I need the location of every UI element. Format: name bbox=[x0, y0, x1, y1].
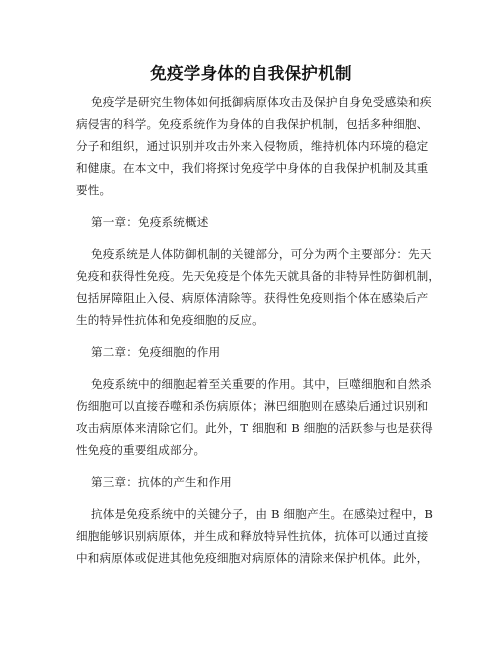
chapter-1-line-4: 生的特异性抗体和免疫细胞的反应。 bbox=[76, 313, 264, 327]
chapter-3-line-1: 抗体是免疫系统中的关键分子，由 B 细胞产生。在感染过程中，B bbox=[91, 507, 434, 521]
chapter-2-line-4: 性免疫的重要组成部分。 bbox=[76, 443, 206, 457]
intro-line-1: 免疫学是研究生物体如何抵御病原体攻击及保护自身免受感染和疾 bbox=[91, 95, 432, 109]
chapter-1-line-2: 免疫和获得性免疫。先天免疫是个体先天就具备的非特异性防御机制， bbox=[76, 269, 441, 283]
chapter-3-line-2: 细胞能够识别病原体，并生成和释放特异性抗体，抗体可以通过直接 bbox=[76, 529, 429, 543]
intro-line-3: 分子和组织，通过识别并攻击外来入侵物质，维持机体内环境的稳定 bbox=[76, 139, 429, 153]
intro-line-4: 和健康。在本文中，我们将探讨免疫学中身体的自我保护机制及其重 bbox=[76, 161, 429, 175]
chapter-2-line-3: 攻击病原体来清除它们。此外，T 细胞和 B 细胞的活跃参与也是获得 bbox=[76, 421, 433, 435]
chapter-1-line-1: 免疫系统是人体防御机制的关键部分，可分为两个主要部分：先天 bbox=[91, 247, 432, 261]
intro-line-5: 要性。 bbox=[76, 183, 112, 197]
chapter-3-line-3: 中和病原体或促进其他免疫细胞对病原体的清除来保护机体。此外， bbox=[76, 551, 429, 565]
chapter-2-line-1: 免疫系统中的细胞起着至关重要的作用。其中，巨噬细胞和自然杀 bbox=[91, 377, 432, 391]
chapter-2-line-2: 伤细胞可以直接吞噬和杀伤病原体；淋巴细胞则在感染后通过识别和 bbox=[76, 399, 429, 413]
chapter-2-heading: 第二章：免疫细胞的作用 bbox=[91, 345, 221, 359]
chapter-1-line-3: 包括屏障阻止入侵、病原体清除等。获得性免疫则指个体在感染后产 bbox=[76, 291, 429, 305]
intro-line-2: 病侵害的科学。免疫系统作为身体的自我保护机制，包括多种细胞、 bbox=[76, 117, 429, 131]
document-title: 免疫学身体的自我保护机制 bbox=[150, 64, 352, 83]
chapter-1-heading: 第一章：免疫系统概述 bbox=[91, 215, 209, 229]
chapter-3-heading: 第三章：抗体的产生和作用 bbox=[91, 475, 232, 489]
